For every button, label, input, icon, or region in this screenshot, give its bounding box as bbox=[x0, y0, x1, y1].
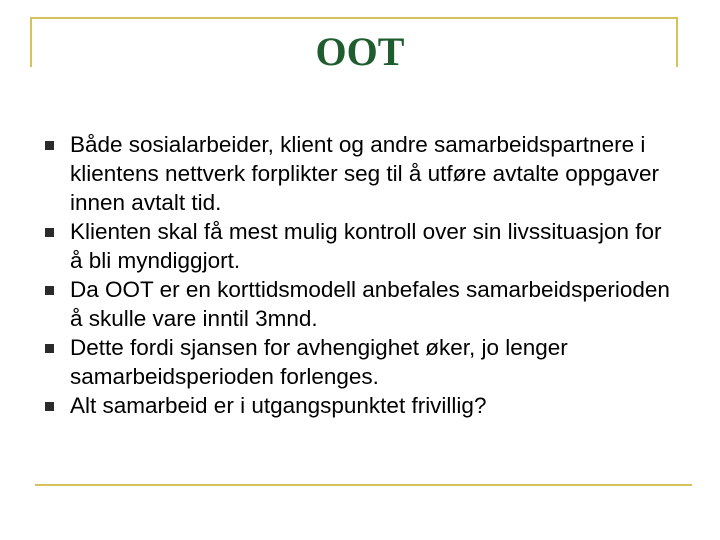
bullet-text: Dette fordi sjansen for avhengighet øker, jo lenger samarbeidsperioden forlenges. bbox=[70, 335, 568, 389]
square-bullet-icon bbox=[45, 228, 54, 237]
frame-bottom-line bbox=[35, 484, 692, 486]
bullet-text: Både sosialarbeider, klient og andre samarbeidspartnere i klientens nettverk forplikter seg til å utføre avtalte oppgaver innen avtalt tid. bbox=[70, 132, 660, 215]
square-bullet-icon bbox=[45, 286, 54, 295]
square-bullet-icon bbox=[45, 344, 54, 353]
bullet-item bbox=[40, 333, 670, 391]
square-bullet-icon bbox=[45, 402, 54, 411]
bullet-item bbox=[40, 275, 670, 333]
bullet-item bbox=[40, 217, 670, 275]
slide-title: OOT bbox=[315, 29, 405, 74]
frame-top-line bbox=[30, 17, 678, 19]
bullet-text: Alt samarbeid er i utgangspunktet frivillig? bbox=[70, 393, 487, 418]
bullet-text: Da OOT er en korttidsmodell anbefales samarbeidsperioden å skulle vare inntil 3mnd. bbox=[70, 277, 670, 331]
bullet-list bbox=[40, 130, 670, 420]
bullet-text: Klienten skal få mest mulig kontroll over sin livssituasjon for å bli myndiggjort. bbox=[70, 219, 662, 273]
square-bullet-icon bbox=[45, 141, 54, 150]
bullet-item bbox=[40, 130, 670, 217]
bullet-item bbox=[40, 391, 670, 420]
